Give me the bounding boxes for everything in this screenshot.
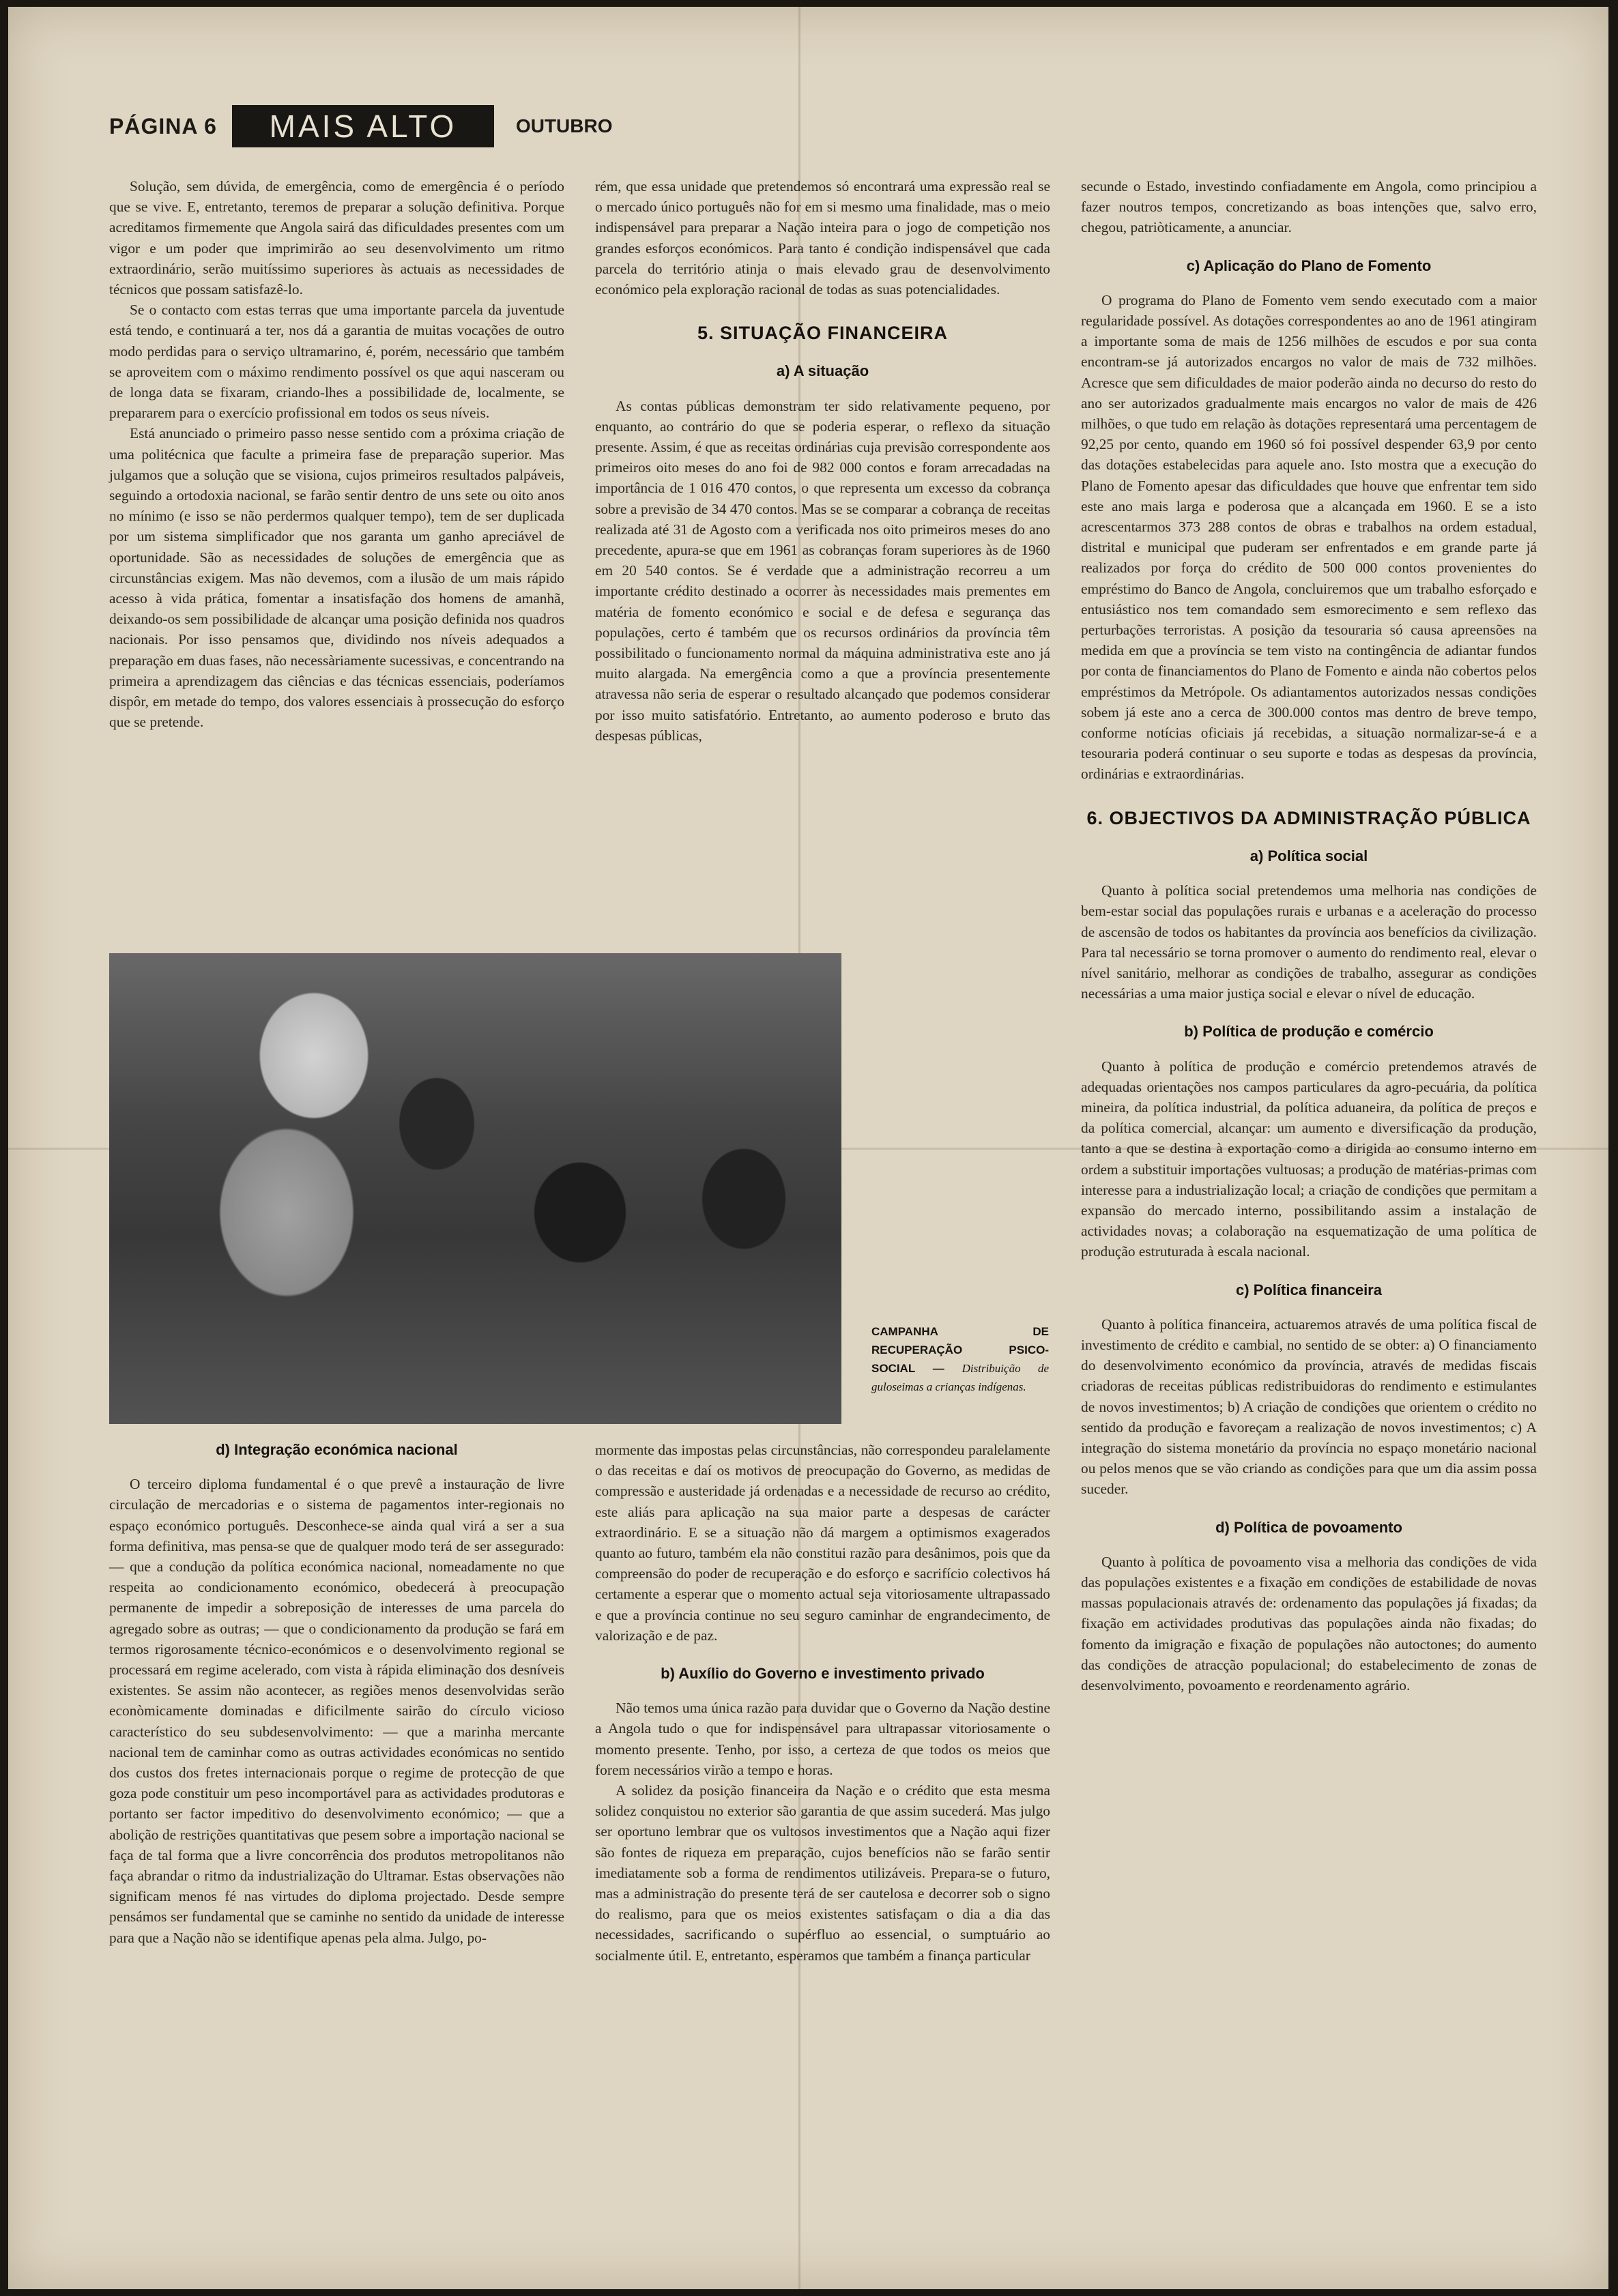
paragraph: mormente das impostas pelas circunstâncias, não correspondeu paralelamente o das receitas e daí os motivos de preocupação do Governo, as medidas de compressão e austeridade já ordenadas e a necessidade de recurso ao crédito, este aliás para aplicação na sua maior parte a despesas de carácter extraordinário. E se a situação não dá margem a optimismos exagerados quanto ao futuro, também ela não constitui razão para desânimos, pois que da compreensão do poder de recuperação e do esforço e sacrifício colectivos há certamente a esperar que o momento actual seja vitoriosamente ultrapassado e que a província continue no seu seguro caminhar de engrandecimento, de valorização e de paz. — [595, 1442, 1050, 1644]
subsection-heading: a) Política social — [1249, 847, 1368, 864]
subsection-heading: b) Auxílio do Governo e investimento privado — [661, 1665, 985, 1683]
paragraph: Não temos uma única razão para duvidar que o Governo da Nação destine a Angola tudo o que for indispensável para ultrapassar vitoriosamente o momento presente. Tenho, por isso, a certeza de que todos os meios que forem necessários virão a tempo e horas. — [595, 1700, 1050, 1778]
column-3 — [1081, 176, 1537, 1696]
subsection-heading: d) Política de povoamento — [1215, 1518, 1402, 1536]
caption-text: Distribuição de guloseimas a crianças indígenas. — [871, 1362, 1049, 1393]
issue-month: OUTUBRO — [515, 115, 613, 136]
paragraph: Quanto à política de povoamento visa a melhoria das condições de vida das populações existentes e a fixação em condições de estabilidade de novas massas populacionais através de: ordenamento das populações já fixadas; da fixação em actividades produtivas das populações ainda não fixadas; do fomento da imigração e fixação de populações não autoctones; do aumento das condições de atracção populacional; do estabelecimento de zonas de desenvolvimento, povoamento e reordenamento agrário. — [1081, 1553, 1537, 1694]
paragraph: Solução, sem dúvida, de emergência, como de emergência é o período que se vive. E, entretanto, teremos de preparar a solução definitiva. Porque acreditamos firmemente que Angola sairá das dificuldades presentes com um vigor e um poder que imprimirão ao seu desenvolvimento um ritmo extraordinário, serão muitíssimo superiores às actuais as necessidades de técnicos que possam satisfazê-lo. — [109, 178, 564, 298]
column-2-top — [595, 176, 1050, 746]
paragraph: Quanto à política social pretendemos uma melhoria nas condições de bem-estar social das populações rurais e urbanas e a aceleração do processo de ascensão de todos os habitantes da província aos benefícios da civilização. Para tal necessário se torna promover o aumento do rendimento real, elevar o nível sanitário, melhorar as condições de trabalho, assegurar as condições necessárias a uma maior justiça social e elevar o nível de educação. — [1081, 882, 1537, 1002]
photo-caption — [871, 1322, 1049, 1396]
paragraph: As contas públicas demonstram ter sido relativamente pequeno, por enquanto, ao contrário do que se poderia esperar, o reflexo da situação presente. Assim, é que as receitas ordinárias cuja previsão correspondente aos primeiros oito meses do ano foi de 982 000 contos e foram arrecadadas na importância de 1 016 470 contos, o que representa um excesso da cobrança sobre a previsão de 34 470 contos. Mas se se comparar a cobrança de receitas realizada até 31 de Agosto com a verificada nos oito primeiros meses do ano precedente, apura-se que em 1961 as cobranças foram superiores às de 1960 em 20 540 contos. Se é verdade que a administração recorreu a um importante crédito destinado a ocorrer às necessidades mais prementes em matéria de fomento económico e social e de defesa e segurança das populações, certo é também que os recursos ordinários da província têm possibilitado o funcionamento normal da máquina administrativa este ano já muito alargada. Na emergência como a que a província presentemente atravessa não seria de esperar o resultado alcançado que podemos considerar por isso muito satisfatório. Entretanto, ao aumento poderoso e bruto das despesas públicas, — [595, 397, 1050, 744]
paragraph: Está anunciado o primeiro passo nesse sentido com a próxima criação de uma politécnica que faculte a primeira fase de preparação superior. Mas julgamos que a solução que se visiona, cujos primeiros resultados palpáveis, seguindo a ortodoxia nacional, se farão sentir dentro de uns sete ou oito anos no mínimo (e isso se não perdermos qualquer tempo), tem de ser duplicada por um sistema simplificador que nos garanta um ganho apreciável de oportunidade. São as necessidades de soluções de emergência que as circunstâncias exigem. Mas não devemos, com a ilusão de um mais rápido acesso à vida prática, fomentar a insatisfação dos homens de amanhã, deixando-os sem possibilidade de alcançar uma posição definida nos quadros nacionais. Por isso pensamos que, dividindo nos níveis adequados a preparação em duas fases, não necessàriamente sucessivas, e concentrando na primeira a aprendizagem das ciências e das técnicas essenciais, poderíamos dispôr, em metade do tempo, dos valores essenciais à prossecução do esforço que se pretende. — [109, 425, 564, 731]
paragraph: rém, que essa unidade que pretendemos só encontrará uma expressão real se o mercado único português não for em si mesmo uma finalidade, mas o meio indispensável para preparar a Nação inteira para o jogo de competição nos grandes esforços económicos. Para tanto é condição indispensável que cada parcela do território atinja o mais elevado grau de desenvolvimento económico pela exploração racional de todas as suas potencialidades. — [595, 178, 1050, 298]
paragraph: O terceiro diploma fundamental é o que prevê a instauração de livre circulação de mercadorias e o sistema de pagamentos inter-regionais no espaço económico português. Desconhece-se ainda qual virá a ser a sua forma definitiva, mas pensa-se que de qualquer modo terá de ser assegurado: — que a condução da política económica nacional, nomeadamente no que respeita ao condicionamento económico, obedecerá à preocupação permanente de impedir a sobreposição de interesses de uma parcela do agregado sobre as outras; — que o condicionamento da produção se fará em termos rigorosamente técnico-económicos e o desenvolvimento regional se processará em regime acelerado, com vista à rápida eliminação dos desníveis existentes. Se assim não acontecer, as regiões menos desenvolvidas serão econòmicamente dominadas e dificilmente sairão do círculo vicioso característico do seu subdesenvolvimento: — que a marinha mercante nacional tem de caminhar como as outras actividades económicas no sentido dos custos dos fretes internacionais porque o regime de protecção de que goza pode constituir um peso incomportável para as actividades produtoras e portanto ser factor impeditivo do desenvolvimento económico; — que a abolição de restrições quantitativas que pesem sobre a importação nacional se faça de tal forma que a livre concorrência dos produtos metropolitanos não faça abrandar o ritmo da industrialização do Ultramar. Estas observações não significam menos fé nas virtudes do diploma projectado. Desde sempre pensámos ser fundamental que se caminhe no sentido da unidade de interesse para que a Nação não se identifique apenas pela alma. Julgo, po- — [109, 1476, 564, 1946]
subsection-heading: d) Integração económica nacional — [216, 1441, 458, 1458]
paragraph: Quanto à política financeira, actuaremos através de uma política fiscal de investimento de crédito e cambial, no sentido de se obter: a) O financiamento do desenvolvimento económico da província, através de medidas fiscais criadoras de receitas públicas redistribuidoras do rendimento e estimulantes de novos investimentos; b) A criação de condições que orientem o crédito no sentido da produção e favoreçam a realização de novos investimentos; c) A integração do sistema monetário da província no espaço monetário nacional ou pelos menos que se vão criando as condições para que um dia assim possa suceder. — [1081, 1316, 1537, 1498]
subsection-heading: c) Política financeira — [1236, 1281, 1382, 1298]
paragraph: O programa do Plano de Fomento vem sendo executado com a maior regularidade possível. As dotações correspondentes ao ano de 1961 atingiram a importante soma de mais de 1256 milhões de escudos e por sua conta encontram-se já autorizados encargos no valor de mais de 732 milhões. Acresce que sem dificuldades de maior poderão ainda no decurso do resto do ano ser autorizados gradualmente mais encargos no valor de mais de 426 milhões, o que tudo em relação às dotações representará uma percentagem de 92,25 por cento, quando em 1960 só foi possível despender 63,9 por cento das dotações estabelecidas para aquele ano. Isto mostra que a execução do Plano de Fomento apesar das dificuldades que houve que enfrentar tem sido este ano mais larga e poderosa que a alcançada em 1960. E se a isto acrescentarmos 373 288 contos de obras e trabalhos na ordem estadual, distrital e municipal que puderam ser enfrentados e em grande parte já realizados por força do crédito de 500 000 contos provenientes do empréstimo do Banco de Angola, concluiremos que um trabalho esforçado e entusiástico nos tem comandado sem esmorecimento e sem reflexo das perturbações terroristas. A posição da tesouraria só causa apreensões na medida em que a província se tem visto na contingência de adiantar fundos por conta de financiamentos do Plano de Fomento e ainda não cobertos pelos empréstimos da Metrópole. Os adiantamentos autorizados nessas condições sobem já este ano a cerca de 300.000 contos mas dentro de breve tempo, conforme notícias oficiais já recebidas, a situação normalizar-se-á e a tesouraria poderá continuar o seu suporte e todas as despesas da província, ordinárias e extraordinárias. — [1081, 291, 1537, 783]
section-heading: 5. SITUAÇÃO FINANCEIRA — [697, 323, 948, 344]
subsection-heading: a) A situação — [776, 362, 869, 380]
caption-title: CAMPANHA DE RECUPERAÇÃO PSICO-SOCIAL — — [871, 1325, 1049, 1375]
paragraph: Quanto à política de produção e comércio pretendemos através de adequadas orientações nos campos particulares da agro-pecuária, da política mineira, da política industrial, da política aduaneira, da política de preços e da política comercial, alcançar: um aumento e diversificação da produção, tanto a que se destina à exportação como a dirigida ao consumo interno em ordem a substituir importações vultuosas; a produção de matérias-primas com interesse para a industrialização local; a criação de condições que permitam a expansão do mercado interno, possibilitando assim a instalação de actividades novas; a colaboração na esquematização de uma política de produção estruturada à escala nacional. — [1081, 1058, 1537, 1260]
subsection-heading: b) Política de produção e comércio — [1184, 1023, 1434, 1041]
paragraph: Se o contacto com estas terras que uma importante parcela da juventude está tendo, e continuará a ter, nos dá a garantia de muitas vocações de outro modo perdidas para o serviço ultramarino, é, porém, necessário que também se aproveitem com o máximo rendimento possível os que aqui nasceram ou de longa data se fixaram, criando-lhes a possibilidade de, localmente, se prepararem para o exercício profissional em todos os seus níveis. — [109, 302, 564, 422]
section-heading: 6. OBJECTIVOS DA ADMINISTRAÇÃO PÚBLICA — [1086, 807, 1531, 828]
column-1-bottom — [109, 1434, 564, 1948]
column-2-bottom — [595, 1440, 1050, 1966]
masthead — [109, 104, 613, 149]
page-number: PÁGINA 6 — [109, 113, 217, 139]
newspaper-page — [8, 7, 1608, 2289]
subsection-heading: c) Aplicação do Plano de Fomento — [1186, 257, 1432, 274]
publication-logo: MAIS ALTO — [232, 105, 494, 147]
paragraph: secunde o Estado, investindo confiadamente em Angola, como principiou a fazer noutros tempos, concretizando as boas intenções que, salvo erro, chegou, patriòticamente, a anunciar. — [1081, 178, 1537, 236]
column-1-top — [109, 176, 564, 732]
paragraph: A solidez da posição financeira da Nação e o crédito que esta mesma solidez conquistou no exterior são garantia de que assim sucederá. Mas julgo ser oportuno lembrar que os vultosos investimentos que a Nação aqui fizer são fontes de riqueza em preparação, cujos benefícios não se farão sentir imediatamente sob a forma de rendimentos utilizáveis. Prepara-se o futuro, mas a administração do presente terá de ser cautelosa e decorrer sob o signo do realismo, para que os meios existentes satisfaçam o dia a dia das necessidades, sacrificando o supérfluo ao essencial, o sumptuário ao socialmente útil. E, entretanto, esperamos que também a finança particular — [595, 1782, 1050, 1964]
news-photograph — [109, 953, 841, 1424]
